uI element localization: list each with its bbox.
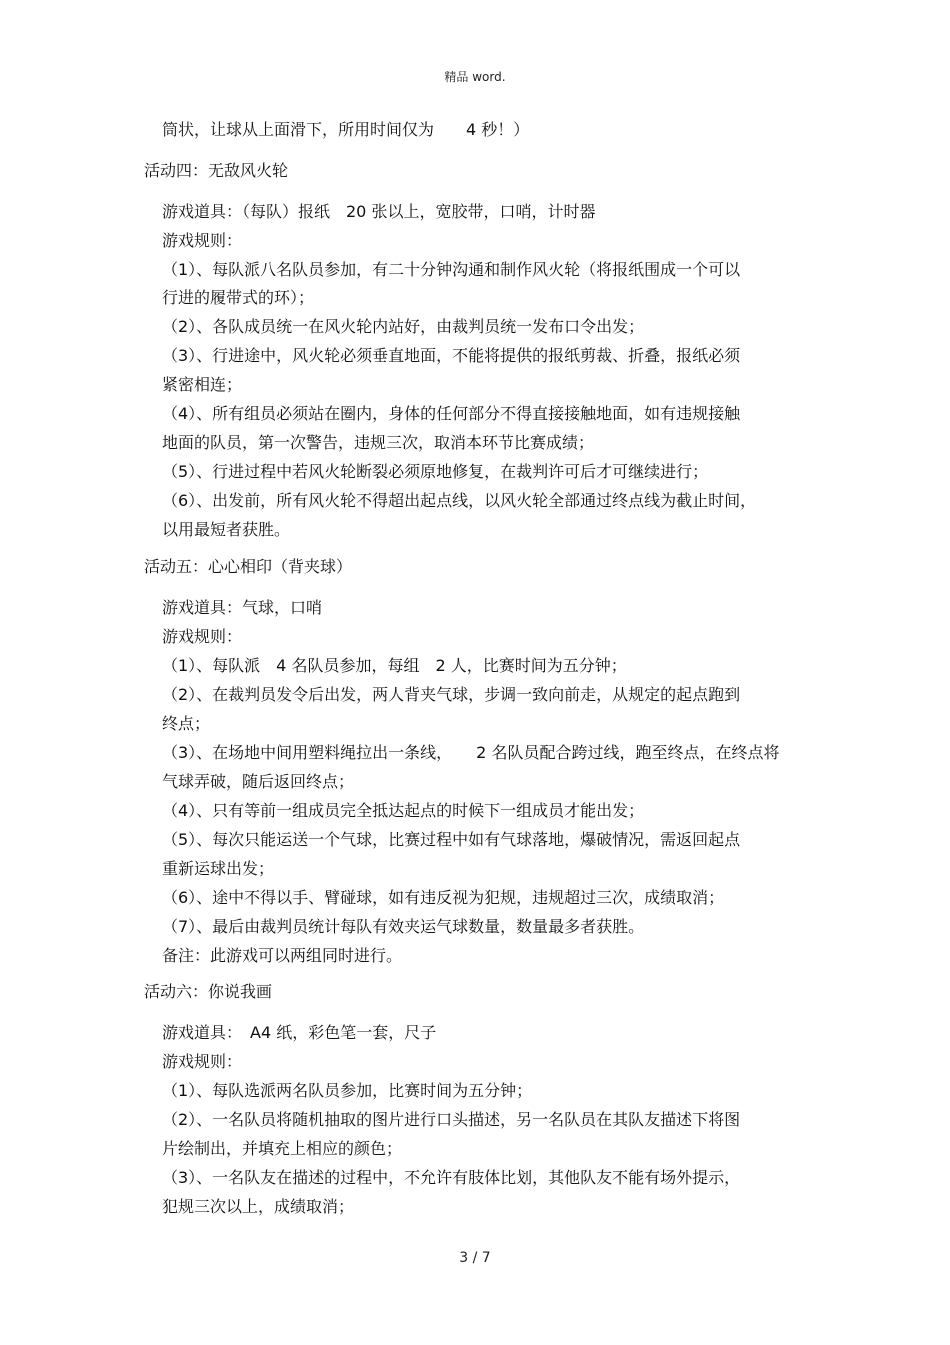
text-line: 游戏道具：气球，口哨 xyxy=(162,598,323,617)
text-line: 游戏道具： A4 纸，彩色笔一套，尺子 xyxy=(162,1023,437,1042)
section-heading: 活动五：心心相印（背夹球） xyxy=(144,557,353,576)
text-line: （1）、每队派八名队员参加，有二十分钟沟通和制作风火轮（将报纸围成一个可以 xyxy=(162,260,741,279)
text-line: （5）、行进过程中若风火轮断裂必须原地修复，在裁判许可后才可继续进行； xyxy=(162,462,709,481)
text-line: 游戏规则： xyxy=(162,231,243,250)
text-line: （1）、每队派 4 名队员参加，每组 2 人，比赛时间为五分钟； xyxy=(162,656,627,675)
page-header: 精品 word. xyxy=(444,70,506,84)
text-line: 犯规三次以上，成绩取消； xyxy=(162,1197,355,1216)
text-line: （4）、所有组员必须站在圈内，身体的任何部分不得直接接触地面，如有违规接触 xyxy=(162,404,741,423)
text-line: 游戏规则： xyxy=(162,1052,243,1071)
text-line: 备注：此游戏可以两组同时进行。 xyxy=(162,946,403,965)
text-line: 行进的履带式的环）； xyxy=(162,288,315,307)
text-line: 筒状，让球从上面滑下，所用时间仅为 4 秒！） xyxy=(162,120,530,139)
text-line: （5）、每次只能运送一个气球，比赛过程中如有气球落地，爆破情况，需返回起点 xyxy=(162,830,741,849)
text-line: （6）、出发前，所有风火轮不得超出起点线，以风火轮全部通过终点线为截止时间， xyxy=(162,491,757,510)
text-line: 气球弄破，随后返回终点； xyxy=(162,772,355,791)
section-heading: 活动六：你说我画 xyxy=(144,982,273,1001)
text-line: （2）、在裁判员发令后出发，两人背夹气球，步调一致向前走，从规定的起点跑到 xyxy=(162,685,741,704)
section-heading: 活动四：无敌风火轮 xyxy=(144,161,289,180)
text-line: 终点； xyxy=(162,714,211,733)
text-line: （4）、只有等前一组成员完全抵达起点的时候下一组成员才能出发； xyxy=(162,801,645,820)
text-line: （1）、每队选派两名队员参加，比赛时间为五分钟； xyxy=(162,1081,533,1100)
text-line: （7）、最后由裁判员统计每队有效夹运气球数量，数量最多者获胜。 xyxy=(162,917,645,936)
text-line: 以用最短者获胜。 xyxy=(162,520,291,539)
text-line: （2）、一名队员将随机抽取的图片进行口头描述，另一名队员在其队友描述下将图 xyxy=(162,1110,741,1129)
text-line: （3）、行进途中，风火轮必须垂直地面，不能将提供的报纸剪裁、折叠，报纸必须 xyxy=(162,346,741,365)
text-line: 游戏规则： xyxy=(162,627,243,646)
text-line: 重新运球出发； xyxy=(162,859,275,878)
text-line: 片绘制出，并填充上相应的颜色； xyxy=(162,1139,403,1158)
text-line: 紧密相连； xyxy=(162,375,243,394)
text-line: （3）、在场地中间用塑料绳拉出一条线， 2 名队员配合跨过线，跑至终点，在终点将 xyxy=(162,743,780,762)
page-number: 3 / 7 xyxy=(459,1250,491,1266)
text-line: （6）、途中不得以手、臂碰球，如有违反视为犯规，违规超过三次，成绩取消； xyxy=(162,888,725,907)
text-line: （2）、各队成员统一在风火轮内站好，由裁判员统一发布口令出发； xyxy=(162,317,645,336)
text-line: （3）、一名队友在描述的过程中，不允许有肢体比划，其他队友不能有场外提示， xyxy=(162,1168,741,1187)
text-line: 游戏道具：（每队）报纸 20 张以上，宽胶带，口哨，计时器 xyxy=(162,202,596,221)
text-line: 地面的队员，第一次警告，违规三次，取消本环节比赛成绩； xyxy=(162,433,595,452)
